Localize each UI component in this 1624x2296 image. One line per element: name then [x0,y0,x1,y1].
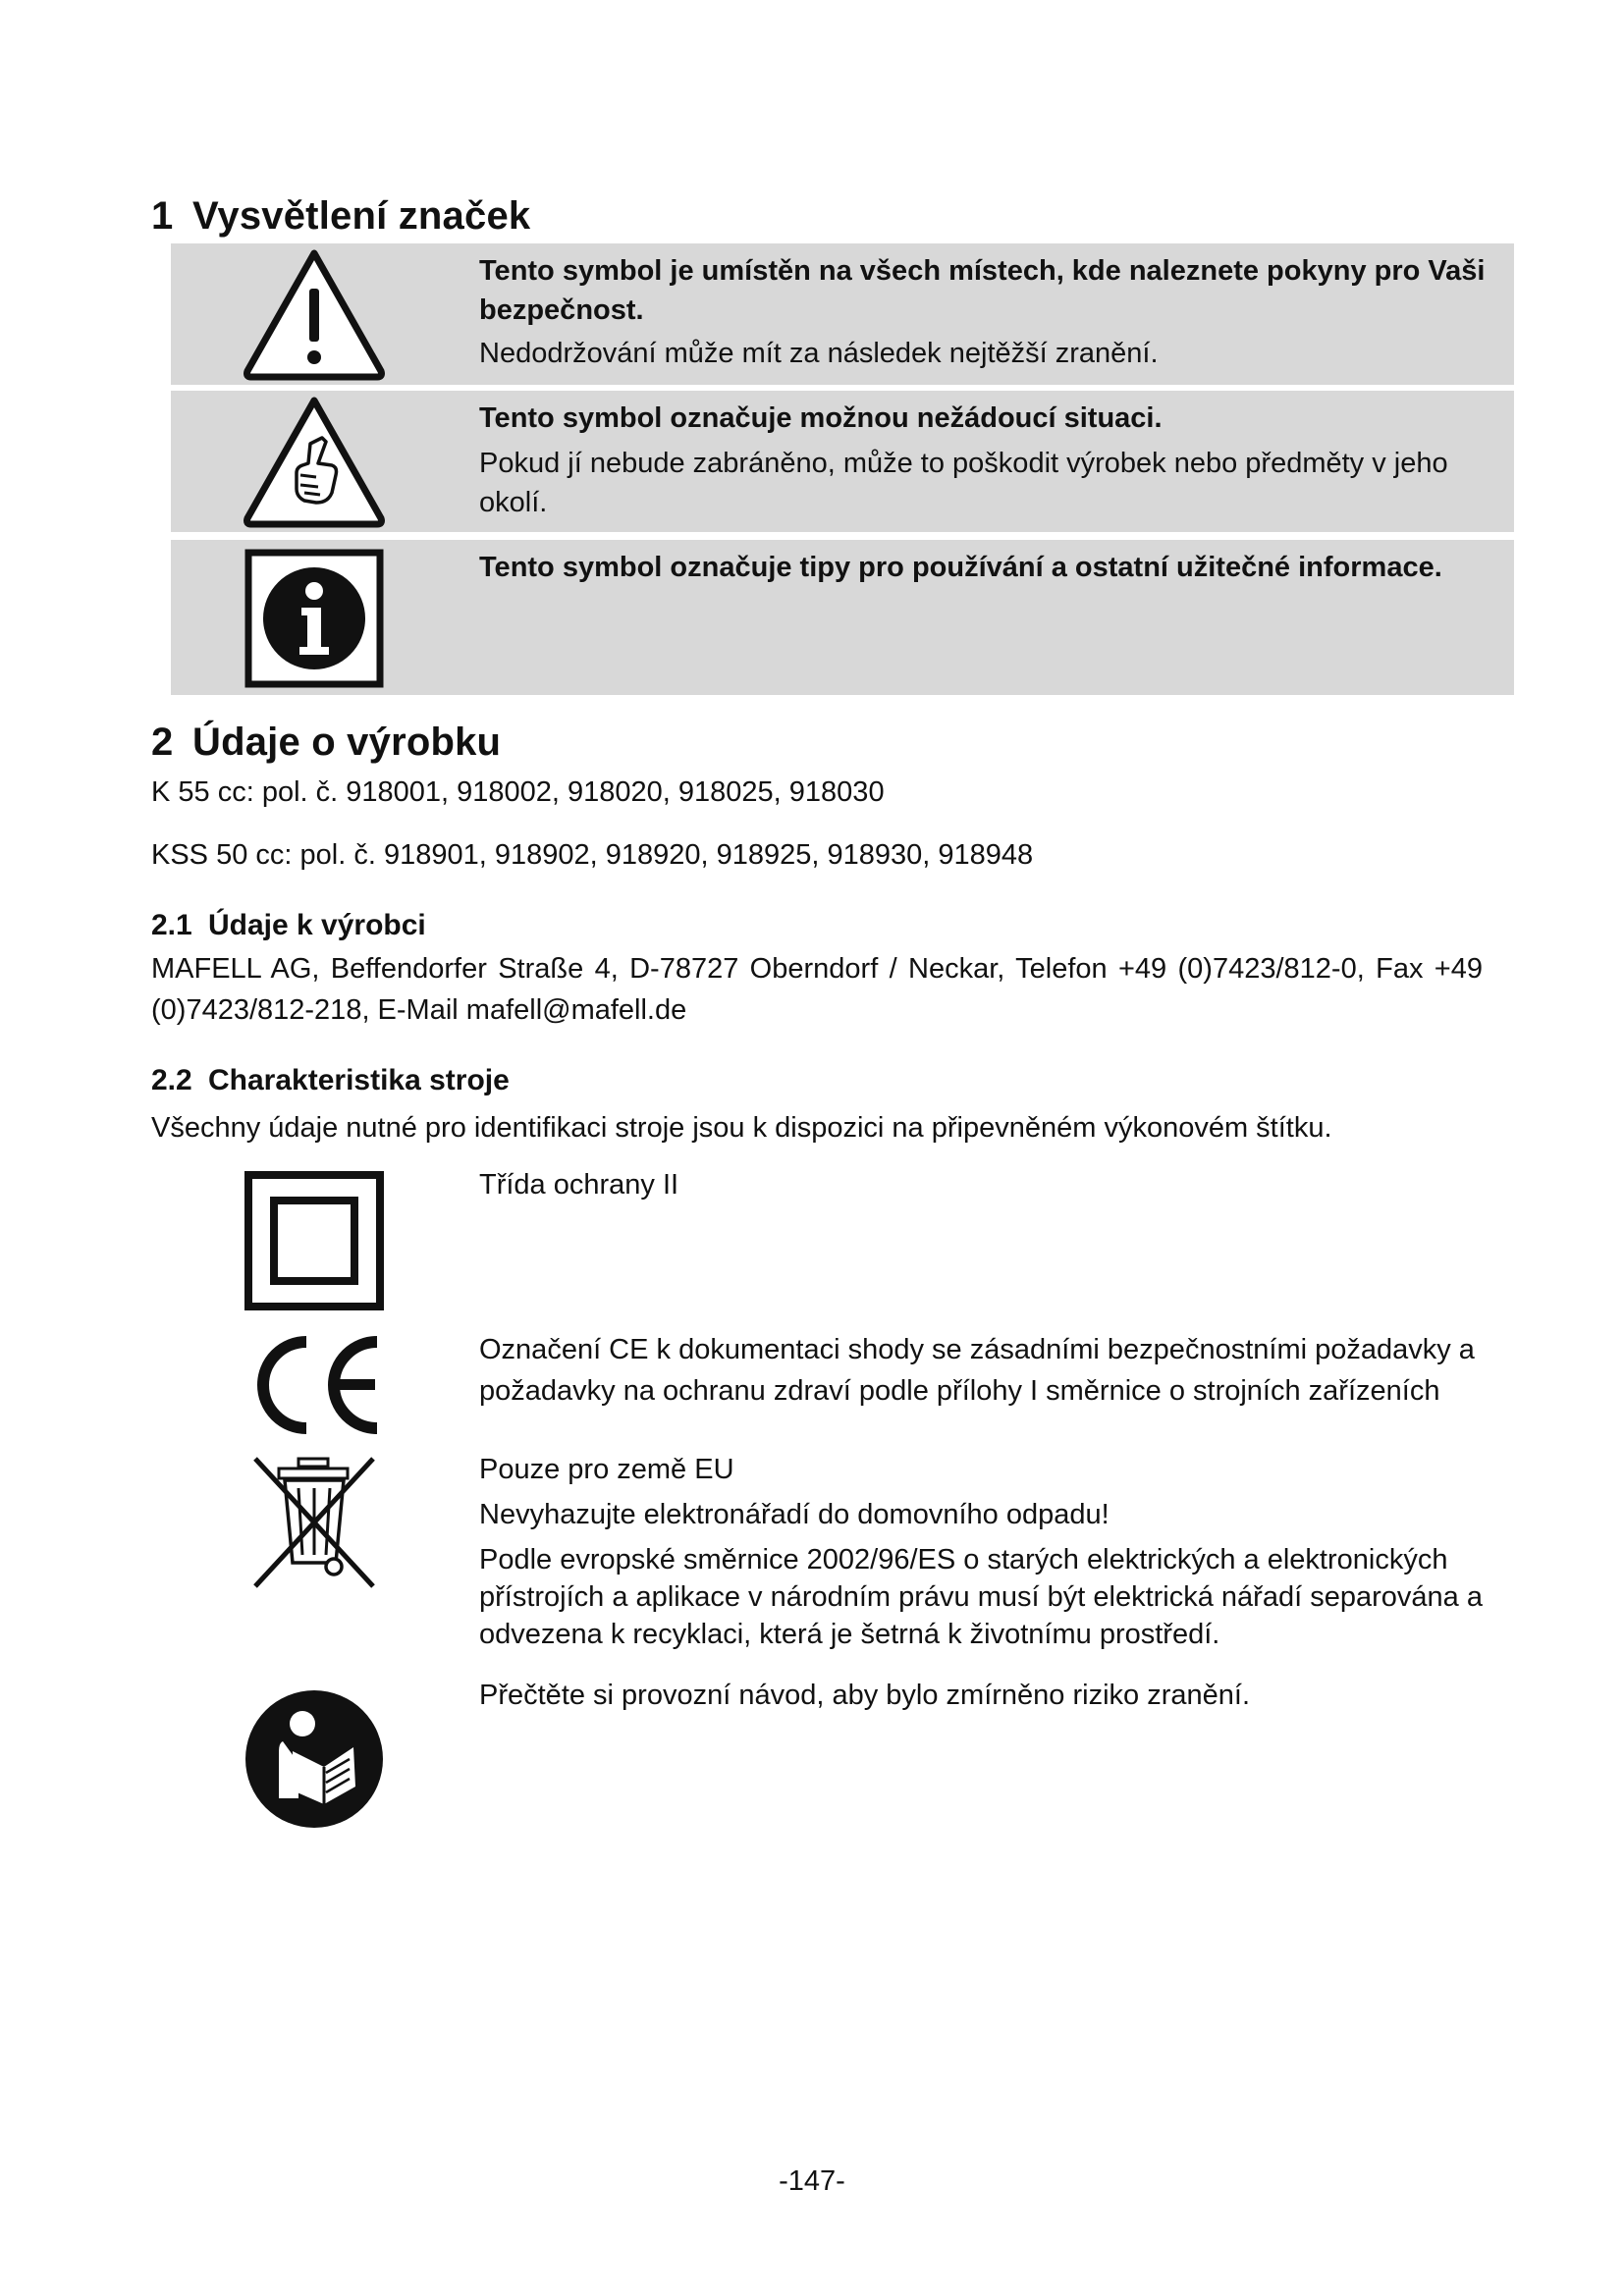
feature-protection-class [171,1164,1514,1311]
crossed-bin-icon [242,1453,387,1590]
protection-class-ii-icon [242,1170,387,1311]
read-manual-icon [242,1688,387,1830]
feature-text: Označení CE k dokumentaci shody se zásadními bezpečnostními požadavky a požadavky na ochranu zdraví podle přílohy I směrnice o strojních zařízeních [479,1334,1475,1407]
subsection-2-1-heading [151,909,426,942]
symbol-bold-text: Tento symbol označuje tipy pro používání a ostatní užitečné informace. [479,552,1442,583]
subsection-number: 2.1 [151,909,192,941]
subsection-2-2-heading [151,1064,510,1097]
feature-text: Podle evropské směrnice 2002/96/ES o starých elektrických a elektronických přístrojích a aplikace v národním právu musí být elektrická nářadí separována a odvezena k recyklaci, která je šetrná k životnímu prostředí. [479,1544,1483,1650]
warning-triangle-icon [242,241,387,387]
feature-weee [171,1451,1514,1657]
subsection-number: 2.2 [151,1064,192,1096]
feature-ce-mark [171,1329,1514,1437]
section-2-heading [151,721,501,765]
section-1-heading [151,194,530,239]
product-line-k55: K 55 cc: pol. č. 918001, 918002, 918020, 918025, 918030 [151,776,885,808]
subsection-title: Charakteristika stroje [208,1064,510,1096]
symbol-row-warning [171,243,1514,385]
subsection-title: Údaje k výrobci [208,909,426,941]
symbol-text: Pokud jí nebude zabráněno, může to poškodit výrobek nebo předměty v jeho okolí. [479,448,1448,518]
symbol-bold-text: Tento symbol označuje možnou nežádoucí situaci. [479,402,1163,434]
section-number: 1 [151,194,174,238]
symbol-text: Nedodržování může mít za následek nejtěžší zranění. [479,338,1159,369]
feature-text: Pouze pro země EU [479,1454,734,1485]
symbol-bold-text: Tento symbol je umístěn na všech místech, kde naleznete pokyny pro Vaši bezpečnost. [479,255,1486,326]
feature-text: Třída ochrany II [479,1169,679,1201]
info-icon [242,546,387,691]
feature-read-manual [171,1675,1514,1822]
feature-text: Přečtěte si provozní návod, aby bylo zmírněno riziko zranění. [479,1680,1250,1711]
section-title: Vysvětlení značek [192,194,531,238]
symbol-row-info [171,540,1514,695]
symbol-row-caution [171,391,1514,532]
characteristics-text: Všechny údaje nutné pro identifikaci stroje jsou k dispozici na připevněném výkonovém štítku. [151,1112,1332,1144]
ce-mark-icon [242,1333,387,1437]
page-number: -147- [779,2165,845,2197]
section-title: Údaje o výrobku [192,721,502,764]
section-number: 2 [151,721,174,764]
pointing-hand-triangle-icon [242,389,387,534]
feature-text: Nevyhazujte elektronářadí do domovního odpadu! [479,1499,1110,1530]
product-line-kss50: KSS 50 cc: pol. č. 918901, 918902, 918920, 918925, 918930, 918948 [151,839,1034,871]
manufacturer-text: MAFELL AG, Beffendorfer Straße 4, D-78727 Oberndorf / Neckar, Telefon +49 (0)7423/812-0, Fax +49 (0)7423/812-218, E-Mail mafell@mafell.de [151,953,1483,1026]
